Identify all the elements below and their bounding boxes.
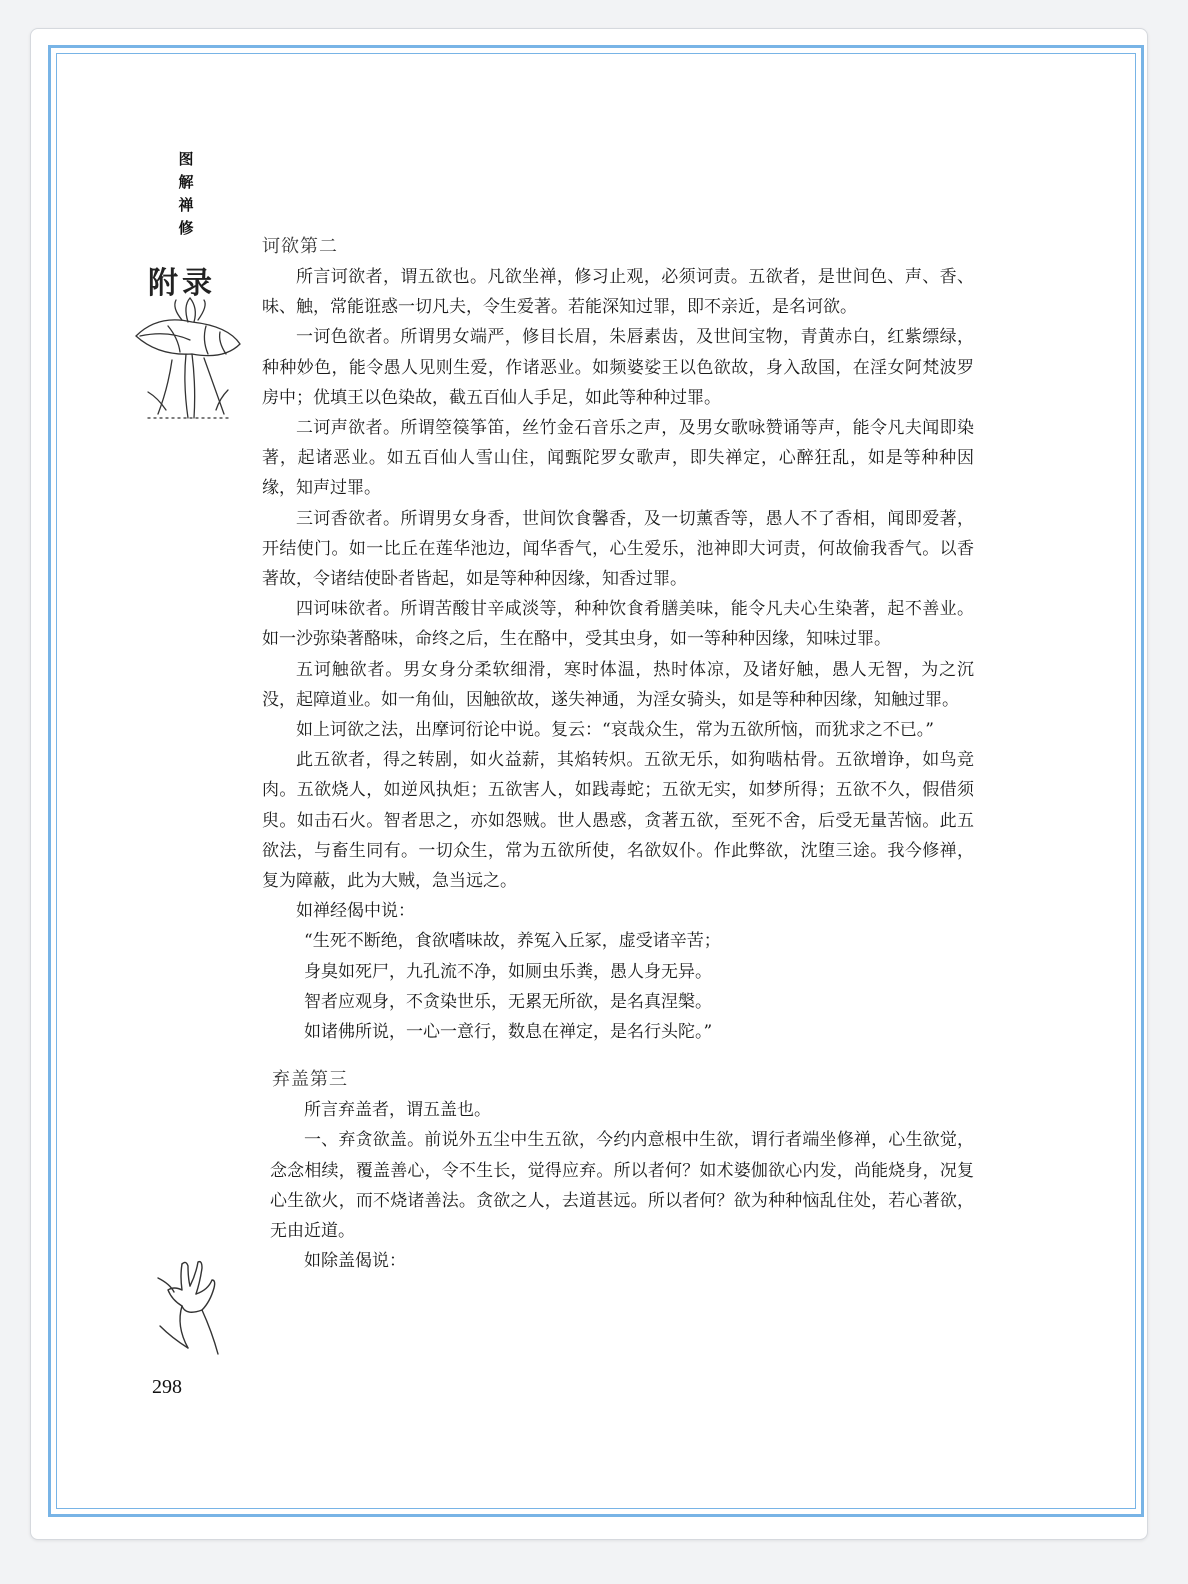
verse-line: 身臭如死尸，九孔流不净，如厕虫乐粪，愚人身无异。 — [304, 961, 712, 982]
hand-mudra-illustration — [152, 1256, 230, 1362]
paragraph: 所言弃盖者，谓五盖也。 — [304, 1100, 491, 1121]
paragraph: 所言诃欲者，谓五欲也。凡欲坐禅，修习止观，必须诃责。五欲者，是世间色、声、香、味、触，常能诳惑一切凡夫，令生爱著。若能深知过罪，即不亲近，是名诃欲。 — [262, 267, 974, 318]
section-heading: 弃盖第三 — [272, 1069, 348, 1091]
page-number: 298 — [152, 1376, 182, 1398]
section-mark: 附录 — [148, 266, 216, 301]
paragraph: 一诃色欲者。所谓男女端严，修目长眉，朱唇素齿，及世间宝物，青黄赤白，红紫缥绿，种种妙色，能令愚人见则生爱，作诸恶业。如频婆娑王以色欲故，身入敌国，在淫女阿梵波罗房中；优填王以色染故，截五百仙人手足，如此等种种过罪。 — [262, 327, 974, 408]
lotus-illustration — [128, 296, 248, 424]
main-text — [262, 232, 974, 1277]
paragraph: 四诃味欲者。所谓苦酸甘辛咸淡等，种种饮食肴膳美味，能令凡夫心生染著，起不善业。如一沙弥染著酪味，命终之后，生在酪中，受其虫身，如一等种种因缘，知味过罪。 — [262, 599, 974, 650]
verse-line: “生死不断绝，食欲嗜味故，养冤入丘冢，虚受诸辛苦； — [304, 931, 721, 952]
paragraph: 如上诃欲之法，出摩诃衍论中说。复云：“哀哉众生，常为五欲所恼，而犹求之不已。” — [296, 720, 934, 741]
paragraph: 二诃声欲者。所谓箜篌筝笛，丝竹金石音乐之声，及男女歌咏赞诵等声，能令凡夫闻即染著，起诸恶业。如五百仙人雪山住，闻甄陀罗女歌声，即失禅定，心醉狂乱，如是等种种因缘，知声过罪。 — [262, 418, 974, 499]
section-qigai — [262, 1065, 974, 1276]
section-heading: 诃欲第二 — [262, 236, 338, 257]
paragraph: 如禅经偈中说： — [296, 901, 415, 922]
section-haoyu — [262, 232, 974, 1047]
paragraph: 一、弃贪欲盖。前说外五尘中生五欲，今约内意根中生欲，谓行者端坐修禅，心生欲觉，念念相续，覆盖善心，令不生长，觉得应弃。所以者何？如术婆伽欲心内发，尚能烧身，况复心生欲火，而不烧诸善法。贪欲之人，去道甚远。所以者何？欲为种种恼乱住处，若心著欲，无由近道。 — [270, 1130, 974, 1242]
paragraph: 此五欲者，得之转剧，如火益薪，其焰转炽。五欲无乐，如狗啮枯骨。五欲增诤，如鸟竞肉。五欲烧人，如逆风执炬；五欲害人，如践毒蛇；五欲无实，如梦所得；五欲不久，假借须臾。如击石火。智者思之，亦如怨贼。世人愚惑，贪著五欲，至死不舍，后受无量苦恼。此五欲法，与畜生同有。一切众生，常为五欲所使，名欲奴仆。作此弊欲，沈堕三途。我今修禅，复为障蔽，此为大贼，急当远之。 — [262, 750, 974, 892]
paragraph: 三诃香欲者。所谓男女身香，世间饮食馨香，及一切薰香等，愚人不了香相，闻即爱著，开结使门。如一比丘在莲华池边，闻华香气，心生爱乐，池神即大诃责，何故偷我香气。以香著故，令诸结使卧者皆起，如是等种种因缘，知香过罪。 — [262, 508, 974, 590]
series-title: 图解禅修 — [178, 150, 194, 237]
verse-line: 智者应观身，不贪染世乐，无累无所欲，是名真涅槃。 — [304, 991, 712, 1012]
paragraph: 如除盖偈说： — [304, 1251, 406, 1272]
paragraph: 五诃触欲者。男女身分柔软细滑，寒时体温，热时体凉，及诸好触，愚人无智，为之沉没，起障道业。如一角仙，因触欲故，遂失神通，为淫女骑头，如是等种种因缘，知触过罪。 — [262, 659, 974, 710]
section-gap — [262, 1047, 974, 1065]
verse-line: 如诸佛所说，一心一意行，数息在禅定，是名行头陀。” — [304, 1022, 713, 1043]
